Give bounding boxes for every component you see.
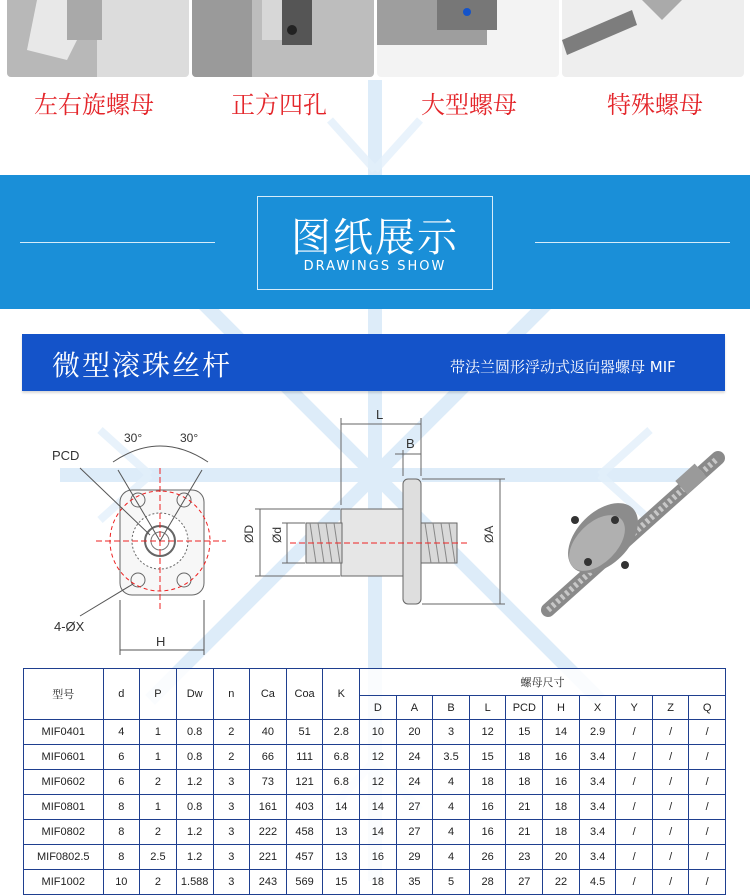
table-cell: 3.4 [579,820,616,845]
table-cell: 1 [140,745,177,770]
id-label: Ød [270,526,284,543]
table-cell: 13 [323,845,360,870]
table-cell: 2 [213,745,249,770]
product-title: 微型滚珠丝杆 [52,349,233,382]
h-label: H [156,634,166,649]
table-cell: 1.2 [176,845,213,870]
table-cell: 3 [213,845,249,870]
a-label: ØA [482,525,496,543]
table-cell: 243 [250,870,287,895]
table-row [24,745,726,770]
table-cell: 0.8 [176,795,213,820]
table-cell: / [616,820,652,845]
table-cell: 51 [286,720,323,745]
technical-drawing [0,400,750,665]
header-sub-h: H [543,696,580,720]
model-cell: MIF0602 [24,770,104,795]
od-label: ØD [242,525,256,543]
header-k: K [323,669,360,720]
table-cell: 2.8 [323,720,360,745]
table-cell: 12 [360,770,397,795]
table-cell: 26 [469,845,506,870]
table-cell: / [689,770,726,795]
table-cell: 6.8 [323,770,360,795]
table-cell: 2 [213,720,249,745]
table-cell: 121 [286,770,323,795]
table-cell: 18 [506,745,543,770]
table-cell: 6 [103,745,140,770]
table-cell: 3.5 [433,745,470,770]
table-cell: 1.588 [176,870,213,895]
table-cell: 10 [103,870,140,895]
model-cell: MIF0401 [24,720,104,745]
table-cell: 20 [396,720,433,745]
table-cell: 14 [360,820,397,845]
header-sub-a: A [396,696,433,720]
table-cell: 8 [103,845,140,870]
model-cell: MIF0801 [24,795,104,820]
table-cell: 2 [140,870,177,895]
table-cell: 2 [140,820,177,845]
table-cell: 1.2 [176,770,213,795]
table-cell: 23 [506,845,543,870]
header-model: 型号 [24,669,104,720]
table-cell: 5 [433,870,470,895]
table-cell: 2.5 [140,845,177,870]
table-cell: 221 [250,845,287,870]
product-photo-2 [192,0,374,77]
banner-title: 图纸展示 [291,215,459,261]
table-cell: 222 [250,820,287,845]
table-cell: 2 [140,770,177,795]
table-cell: / [652,870,688,895]
holes-label: 4-ØX [54,619,85,634]
angle-left-label: 30° [124,431,143,445]
table-cell: 21 [506,820,543,845]
photo-label-4: 特殊螺母 [607,91,703,119]
table-cell: 29 [396,845,433,870]
table-cell: / [616,870,652,895]
table-cell: 3 [213,795,249,820]
product-render-image [548,458,718,610]
table-cell: 13 [323,820,360,845]
table-cell: 15 [323,870,360,895]
table-cell: 3 [213,820,249,845]
table-cell: 12 [360,745,397,770]
table-cell: / [689,820,726,845]
photo-label-2: 正方四孔 [231,91,327,119]
table-cell: 27 [396,795,433,820]
table-row [24,845,726,870]
table-row [24,820,726,845]
table-cell: 16 [543,745,580,770]
table-row [24,795,726,820]
table-cell: / [689,720,726,745]
table-cell: 73 [250,770,287,795]
table-cell: 3 [213,870,249,895]
header-sub-d: D [360,696,397,720]
table-cell: / [652,845,688,870]
table-cell: 14 [543,720,580,745]
header-d: d [103,669,140,720]
table-cell: 22 [543,870,580,895]
spec-table [23,668,726,895]
table-cell: 4.5 [579,870,616,895]
header-n: n [213,669,249,720]
table-cell: 28 [469,870,506,895]
header-sub-x: X [579,696,616,720]
table-cell: 3.4 [579,845,616,870]
table-cell: 16 [469,820,506,845]
header-sub-b: B [433,696,470,720]
header-sub-z: Z [652,696,688,720]
table-cell: / [652,795,688,820]
table-cell: / [689,870,726,895]
table-cell: 3.4 [579,745,616,770]
table-cell: 3 [213,770,249,795]
table-cell: / [616,720,652,745]
table-cell: 15 [506,720,543,745]
table-cell: 21 [506,795,543,820]
table-cell: / [652,820,688,845]
header-sub-pcd: PCD [506,696,543,720]
table-cell: 16 [543,770,580,795]
table-cell: 14 [323,795,360,820]
table-cell: 20 [543,845,580,870]
pcd-label: PCD [52,448,80,463]
table-cell: 0.8 [176,745,213,770]
table-cell: 4 [433,820,470,845]
header-nut-dimensions: 螺母尺寸 [360,669,726,696]
table-cell: 40 [250,720,287,745]
table-cell: 10 [360,720,397,745]
table-cell: 1.2 [176,820,213,845]
table-cell: 457 [286,845,323,870]
table-cell: 3 [433,720,470,745]
table-cell: 111 [286,745,323,770]
table-cell: 3.4 [579,795,616,820]
header-sub-y: Y [616,696,652,720]
angle-right-label: 30° [180,431,199,445]
side-view [255,418,505,604]
b-label: B [406,436,415,451]
banner-subtitle: DRAWINGS SHOW [303,259,447,274]
table-cell: 16 [469,795,506,820]
table-cell: 24 [396,745,433,770]
header-dw: Dw [176,669,213,720]
table-cell: / [652,720,688,745]
photo-label-3: 大型螺母 [421,91,517,119]
table-row [24,720,726,745]
model-cell: MIF0802 [24,820,104,845]
table-cell: 1 [140,795,177,820]
table-cell: / [689,795,726,820]
header-coa: Coa [286,669,323,720]
table-cell: 4 [433,770,470,795]
table-cell: / [689,845,726,870]
product-photo-1 [7,0,189,77]
header-ca: Ca [250,669,287,720]
table-cell: 12 [469,720,506,745]
table-cell: 18 [543,820,580,845]
product-photo-4 [562,0,744,77]
model-cell: MIF1002 [24,870,104,895]
table-cell: / [616,770,652,795]
table-cell: 18 [543,795,580,820]
header-sub-l: L [469,696,506,720]
product-subtitle: 带法兰圆形浮动式返向器螺母 MIF [450,358,676,376]
table-cell: 14 [360,795,397,820]
table-row [24,770,726,795]
front-view [80,446,226,655]
table-cell: / [652,745,688,770]
table-cell: 27 [396,820,433,845]
banner-rule-right [535,242,730,243]
table-cell: 161 [250,795,287,820]
table-cell: 66 [250,745,287,770]
table-cell: 3.4 [579,770,616,795]
table-cell: 0.8 [176,720,213,745]
table-cell: / [616,845,652,870]
table-cell: 4 [433,845,470,870]
table-cell: / [616,795,652,820]
banner-rule-left [20,242,215,243]
table-cell: 15 [469,745,506,770]
table-cell: 18 [469,770,506,795]
table-cell: 18 [360,870,397,895]
table-cell: 27 [506,870,543,895]
table-cell: 2.9 [579,720,616,745]
model-cell: MIF0601 [24,745,104,770]
product-photo-3 [377,0,559,77]
table-cell: 24 [396,770,433,795]
table-cell: 4 [433,795,470,820]
l-label: L [376,407,384,422]
table-cell: 4 [103,720,140,745]
table-cell: 1 [140,720,177,745]
table-cell: 6 [103,770,140,795]
table-cell: 403 [286,795,323,820]
table-cell: 35 [396,870,433,895]
table-cell: / [689,745,726,770]
table-cell: 6.8 [323,745,360,770]
spec-table-body [24,720,726,895]
table-cell: / [652,770,688,795]
header-sub-q: Q [689,696,726,720]
table-cell: 458 [286,820,323,845]
table-cell: / [616,745,652,770]
photo-label-1: 左右旋螺母 [34,91,154,119]
table-cell: 8 [103,795,140,820]
table-cell: 18 [506,770,543,795]
table-cell: 8 [103,820,140,845]
model-cell: MIF0802.5 [24,845,104,870]
table-row [24,870,726,895]
table-cell: 569 [286,870,323,895]
table-cell: 16 [360,845,397,870]
header-p: P [140,669,177,720]
